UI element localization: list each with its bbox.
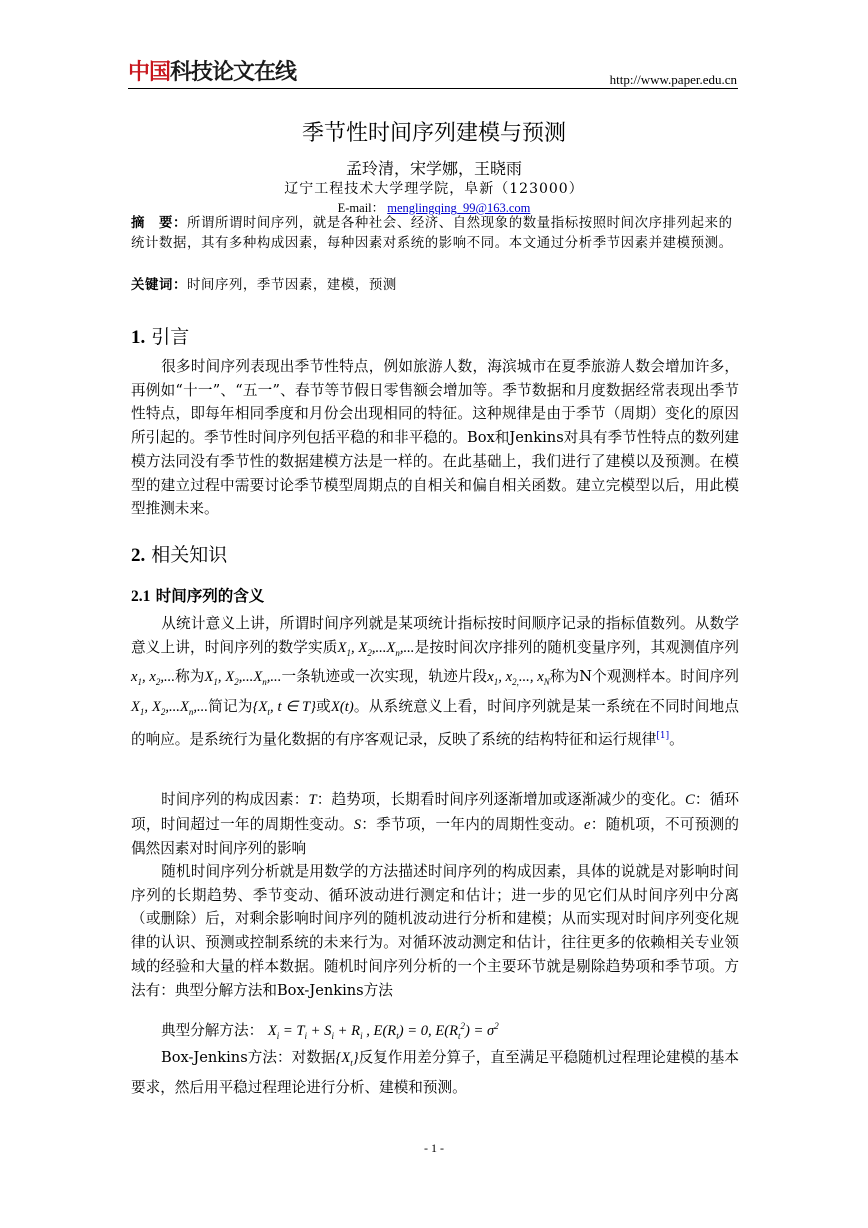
math-decomposition-formula: $X_i = T_i + S_i + R_i$ , $E(R_t) = 0$, $E(R_t^2) = \sigma^2$	[267, 1021, 499, 1041]
paragraph-intro: 很多时间序列表现出季节性特点，例如旅游人数，海滨城市在夏季旅游人数会增加许多，再例如“十一”、“五一”、春节等节假日零售额会增加等。季节数据和月度数据经常表现出季节性特点，即每年相同季度和月份会出现相同的特征。这种规律是由于季节（周期）变化的原因所引起的。季节性时间序列包括平稳的和非平稳的。Box和Jenkins对具有季节性特点的数列建模方法同没有季节性的数据建模方法是一样的。在此基础上，我们进行了建模以及预测。在模型的建立过程中需要讨论季节模型周期点的自相关和偏自相关函数。建立完模型以后，用此模型推测未来。	[131, 358, 739, 518]
affiliation: 辽宁工程技术大学理学院，阜新（123000）	[284, 181, 584, 197]
citation-1[interactable]: [1]	[656, 730, 670, 741]
abstract	[131, 213, 741, 254]
keywords	[131, 275, 741, 296]
paper-title: 季节性时间序列建模与预测	[301, 121, 566, 146]
paragraph-analysis: 随机时间序列分析就是用数学的方法描述时间序列的构成因素，具体的说就是对影响时间序列的长期趋势、季节变动、循环波动进行测定和估计；进一步的见它们从时间序列中分离（或删除）后，对剩余影响时间序列的随机波动进行分析和建模；从而实现对时间序列变化规律的认识、预测或控制系统的未来行为。对循环波动测定和估计，往往更多的依赖相关专业领域的经验和大量的样本数据。随机时间序列分析的一个主要环节就是剔除趋势项和季节项。方法有：典型分解方法和Box-Jenkins方法	[131, 863, 739, 999]
paragraph-box-jenkins: Box-Jenkins方法：对数据$\{X_t\}$反复作用差分算子，直至满足平稳随机过程理论建模的基本要求，然后用平稳过程理论进行分析、建模和预测。	[131, 1049, 739, 1096]
math-Xt: X(t)	[330, 698, 354, 715]
keywords-text: 时间序列，季节因素，建模，预测	[186, 278, 397, 293]
keywords-label: 关键词：	[131, 277, 187, 293]
math-set-notation: {$X_t$, t ∈ T}	[252, 698, 316, 717]
section-heading-2: 2. 相关知识	[131, 544, 228, 566]
header-url[interactable]: http://www.paper.edu.cn	[609, 72, 737, 87]
email-label: E-mail：	[337, 201, 385, 215]
email-link[interactable]: menglingqing_99@163.com	[387, 201, 531, 215]
math-x-observed: $x_1$, $x_2$,...	[131, 669, 175, 688]
subsection-heading-2-1: 2.1 时间序列的含义	[131, 586, 265, 605]
logo-red-text: 中国	[128, 60, 171, 85]
abstract-label: 摘 要：	[131, 215, 187, 231]
paragraph-components: 时间序列的构成因素：T：趋势项，长期看时间序列逐渐增加或逐渐减少的变化。C：循环项，时间超过一年的周期性变动。S：季节项，一年内的周期性变动。e：随机项，不可预测的偶然因素对时间序列的影响	[131, 791, 739, 858]
paragraph-decomposition: 典型分解方法： $X_i = T_i + S_i + R_i$ , $E(R_t) = 0$, $E(R_t^2) = \sigma^2$	[161, 1021, 499, 1041]
math-x-segment: $x_1$, $x_{2,}$..., $x_N$	[487, 669, 550, 688]
math-Xt-set: $\{X_t\}$	[335, 1050, 359, 1068]
logo-dark-text: 科技论文在线	[170, 60, 297, 85]
math-X-sequence-2: $X_1$, $X_2,...X_n$,...	[204, 669, 282, 688]
site-logo[interactable]	[128, 60, 296, 86]
header-divider	[128, 88, 738, 89]
math-X-sequence: $X_1$, $X_2,...X_n$,...	[337, 639, 415, 658]
page-number: - 1 -	[424, 1141, 444, 1155]
section-heading-1: 1. 引言	[131, 326, 190, 348]
authors: 孟玲清，宋学娜，王晓雨	[345, 159, 522, 178]
paragraph-definition: 从统计意义上讲，所谓时间序列就是某项统计指标按时间顺序记录的指标值数列。从数学意义上讲，时间序列的数学实质$X_1$, $X_2,...X_n$,...是按时间次序排列的随机变量序列，其观测值序列$x_1$, $x_2$,...称为$X_1$, $X_2,...X_n$,...一条轨迹或一次实现，轨迹片段$x_1$, $x_{2,}$..., $x_N$称为N个观测样本。时间序列$X_1$, $X_2,...X_n$,...简记为{$X_t$, t ∈ T}或X(t)。从系统意义上看，时间序列就是某一系统在不同时间地点的响应。是系统行为量化数据的有序客观记录，反映了系统的结构特征和运行规律[1]。	[131, 615, 739, 748]
math-X-sequence-3: $X_1$, $X_2,...X_n$,...	[131, 698, 208, 717]
abstract-text: 所谓所谓时间序列，就是各种社会、经济、自然现象的数量指标按照时间次序排列起来的统计数据，其有多种构成因素，每种因素对系统的影响不同。本文通过分析季节因素并建模预测。	[131, 216, 733, 251]
